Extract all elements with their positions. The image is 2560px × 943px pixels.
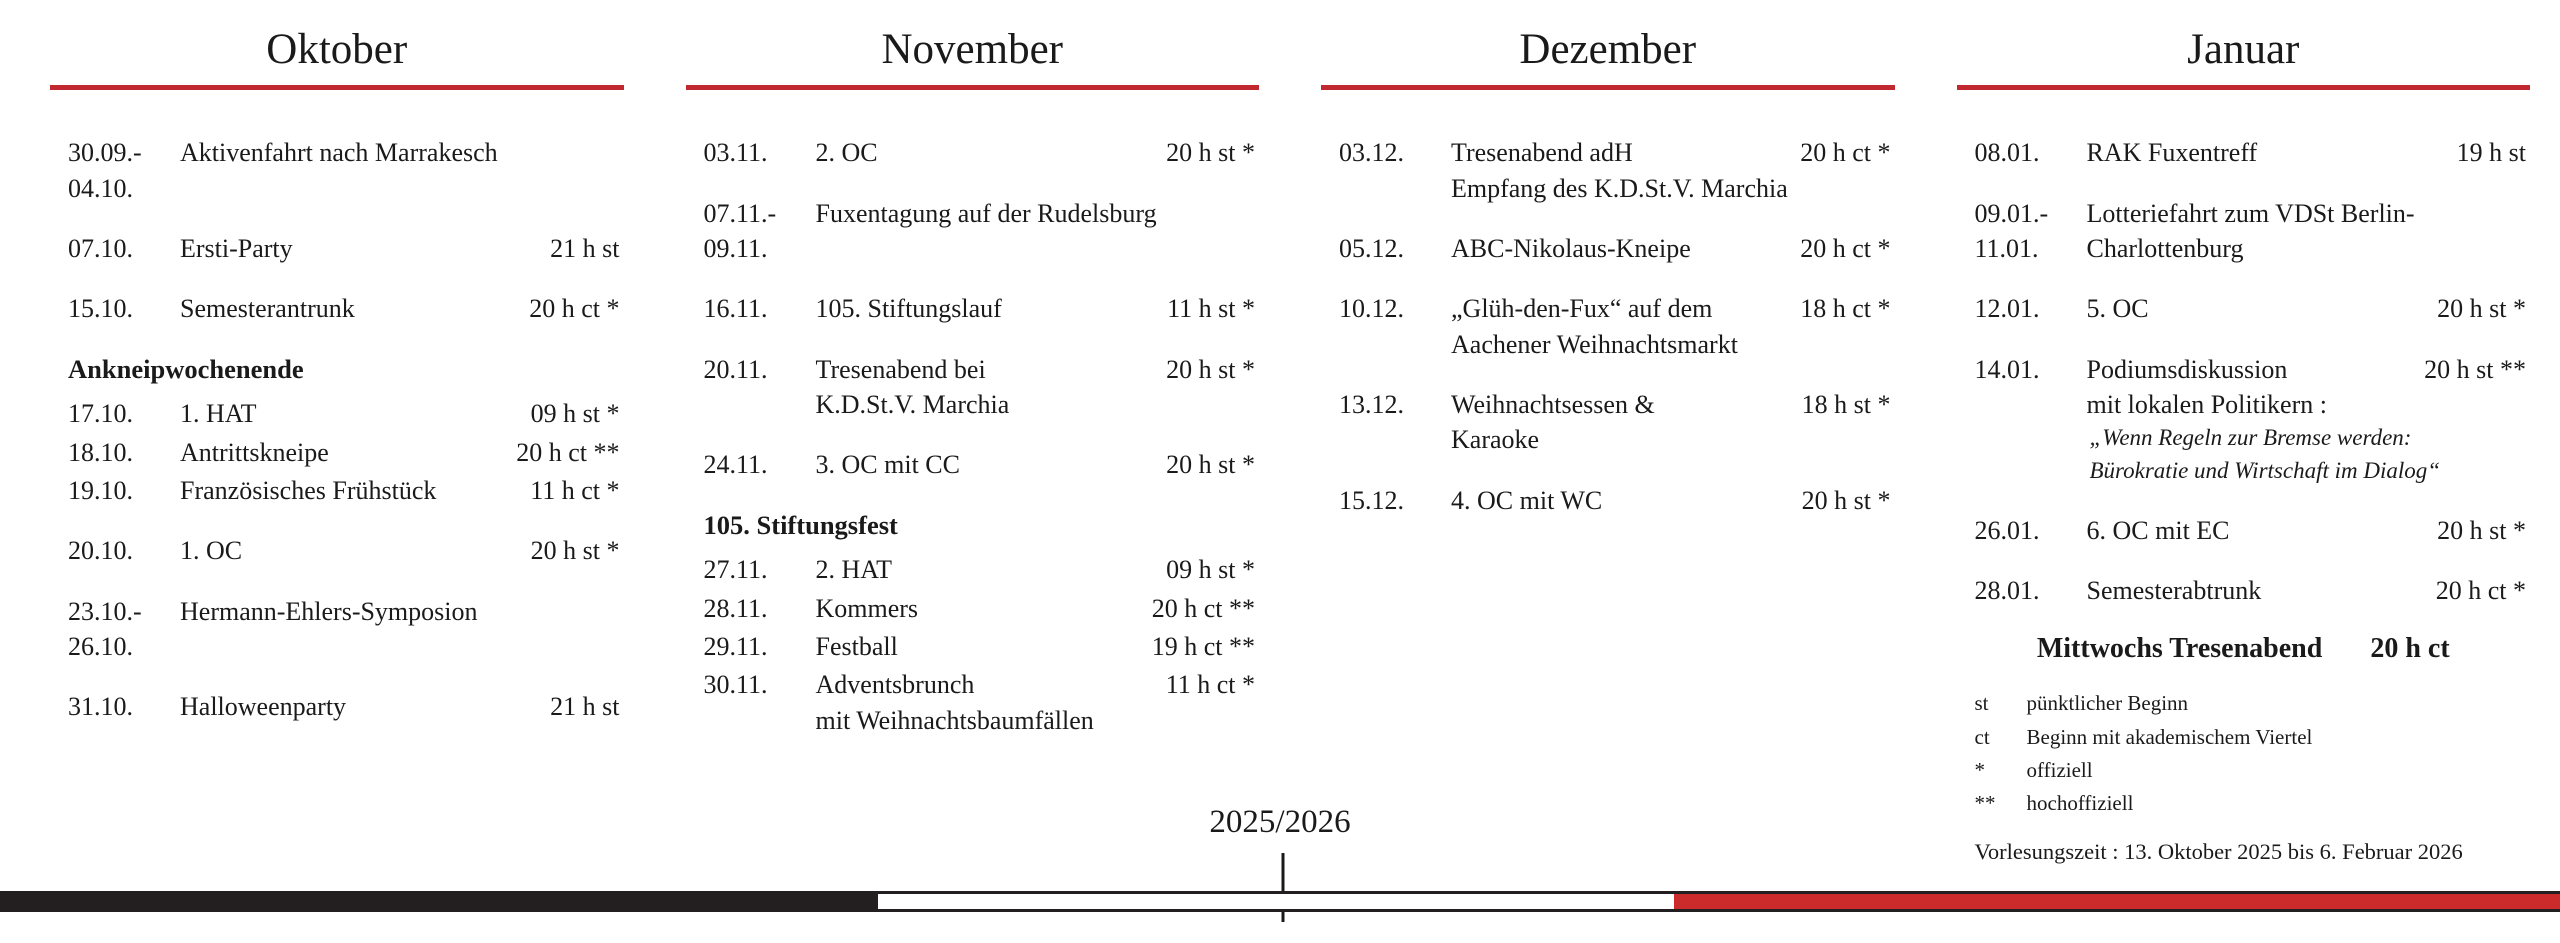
- event-time: 20 h ct *: [1800, 138, 1891, 168]
- event-date: 09.01.-: [1974, 198, 2049, 228]
- event-detail: mit lokalen Politikern :: [2086, 390, 2327, 420]
- event-dates: [704, 447, 816, 482]
- event-date: 15.12.: [1339, 485, 1404, 515]
- event-desc: [816, 552, 1161, 587]
- month-column-oktober: [50, 26, 624, 865]
- legend-symbol: ct: [1974, 724, 1990, 749]
- event-desc: [1451, 483, 1796, 518]
- legend-meaning: pünktlicher Beginn: [2026, 691, 2189, 716]
- event-time: 20 h st *: [2437, 515, 2526, 545]
- event-detail: Karaoke: [1451, 425, 1540, 455]
- event-dates: [68, 473, 180, 508]
- event-desc: [1451, 135, 1794, 206]
- event-title: Hermann-Ehlers-Symposion: [180, 596, 478, 626]
- event-desc: [180, 396, 525, 431]
- month-column-januar: [1957, 26, 2531, 865]
- event-detail: Charlottenburg: [2086, 234, 2244, 264]
- legend-symbol: **: [1974, 790, 1996, 815]
- event-time: 20 h st *: [530, 536, 620, 566]
- section-heading: Ankneipwochenende: [68, 353, 304, 384]
- event-dates: [1339, 135, 1451, 170]
- event-title: 5. OC: [2086, 294, 2149, 324]
- event-date: 27.11.: [703, 555, 768, 585]
- month-underline: [1957, 85, 2531, 90]
- event-date: 03.12.: [1339, 138, 1404, 168]
- legend-row: [1975, 723, 2531, 751]
- event-title: Antrittskneipe: [180, 437, 329, 467]
- event-time: 20 h ct **: [516, 437, 620, 467]
- event-title: Fuxentagung auf der Rudelsburg: [815, 198, 1157, 228]
- weekly-event: [1957, 633, 2531, 665]
- event-time: 18 h ct *: [1800, 294, 1891, 324]
- month-title: Januar: [2187, 26, 2300, 73]
- event-desc: [180, 231, 544, 266]
- event-time: 20 h st *: [1166, 354, 1255, 384]
- event-title: Tresenabend adH: [1451, 138, 1633, 168]
- event-date: 07.10.: [68, 234, 133, 264]
- event-dates: [704, 291, 816, 326]
- month-title: Dezember: [1519, 26, 1697, 73]
- event-date: 28.01.: [1974, 576, 2040, 606]
- event-date: 07.11.-: [703, 198, 777, 228]
- event-dates: [68, 594, 180, 665]
- legend-symbol: *: [1974, 757, 1985, 782]
- event-time: 20 h ct *: [2435, 576, 2526, 606]
- event-title: Adventsbrunch: [815, 670, 975, 700]
- event-desc: [2087, 196, 2527, 267]
- event-dates: [68, 435, 180, 470]
- event-dates: [1975, 291, 2087, 326]
- event-detail: Aachener Weihnachtsmarkt: [1451, 329, 1738, 359]
- month-underline: [1321, 85, 1895, 90]
- event-date: 13.12.: [1339, 390, 1404, 420]
- event-desc: [2086, 352, 2441, 488]
- event-time: 20 h st *: [1166, 138, 1255, 168]
- legend-meaning: offiziell: [2026, 757, 2093, 782]
- event-title: 6. OC mit EC: [2086, 515, 2230, 545]
- lecture-period-note: Vorlesungszeit : 13. Oktober 2025 bis 6. Februar 2026: [1974, 838, 2463, 864]
- event-desc: [816, 352, 1161, 423]
- event-row: [686, 291, 1256, 326]
- event-title: 4. OC mit WC: [1451, 485, 1603, 515]
- event-desc: [2087, 291, 2432, 326]
- event-dates: [704, 667, 816, 702]
- event-row: [1321, 291, 1891, 362]
- event-title: 105. Stiftungslauf: [815, 294, 1002, 324]
- event-desc: [816, 591, 1146, 626]
- event-dates: [1339, 291, 1451, 326]
- event-row: [1957, 513, 2527, 548]
- event-detail: mit Weihnachtsbaumfällen: [815, 705, 1094, 735]
- event-time: 20 h st *: [1166, 450, 1255, 480]
- event-dates: [68, 533, 180, 568]
- legend-symbol: st: [1974, 691, 1989, 716]
- event-dates: [1975, 513, 2087, 548]
- event-row: [1321, 387, 1891, 458]
- event-desc: [1451, 387, 1796, 458]
- event-time: 20 h st **: [2424, 354, 2526, 384]
- event-time: 18 h st *: [1801, 390, 1891, 420]
- event-dates: [1339, 231, 1451, 266]
- event-dates: [1339, 387, 1451, 422]
- event-dates: [68, 135, 180, 206]
- event-desc: [180, 291, 523, 326]
- event-row: [50, 533, 620, 568]
- event-row: [686, 591, 1256, 626]
- event-title: 2. OC: [815, 138, 878, 168]
- event-date: 10.12.: [1339, 294, 1404, 324]
- event-row: [686, 552, 1256, 587]
- event-row: [686, 196, 1256, 267]
- event-desc: [2087, 573, 2430, 608]
- events-list: [1957, 135, 2531, 865]
- legend-row: [1975, 756, 2531, 784]
- bar-white-segment: [878, 894, 1674, 909]
- event-desc: [816, 291, 1162, 326]
- event-time: 20 h st *: [2437, 294, 2526, 324]
- event-time: 20 h ct *: [1800, 234, 1891, 264]
- event-dates: [68, 291, 180, 326]
- event-date: 04.10.: [68, 173, 133, 203]
- event-desc: [1451, 231, 1794, 266]
- event-date: 15.10.: [68, 294, 133, 324]
- event-date: 12.01.: [1974, 294, 2040, 324]
- event-row: [50, 396, 620, 431]
- event-detail: K.D.St.V. Marchia: [815, 390, 1010, 420]
- event-date: 11.01.: [1974, 234, 2039, 264]
- event-title: 1. OC: [180, 536, 243, 566]
- event-row: [686, 629, 1256, 664]
- event-dates: [68, 231, 180, 266]
- event-row: [50, 231, 620, 266]
- event-detail: „Wenn Regeln zur Bremse werden:: [2089, 425, 2412, 451]
- event-row: [686, 352, 1256, 423]
- event-title: Französisches Frühstück: [180, 475, 437, 505]
- event-time: 20 h ct *: [529, 294, 620, 324]
- event-dates: [1975, 573, 2087, 608]
- event-date: 20.11.: [703, 354, 768, 384]
- event-desc: [180, 135, 620, 170]
- event-desc: [816, 629, 1146, 664]
- event-dates: [68, 689, 180, 724]
- event-dates: [704, 352, 816, 387]
- event-row: [50, 135, 620, 206]
- month-title: Oktober: [266, 26, 408, 73]
- event-dates: [1975, 352, 2087, 387]
- event-dates: [1975, 196, 2087, 267]
- event-dates: [704, 135, 816, 170]
- legend-row: [1975, 689, 2531, 717]
- event-date: 09.11.: [703, 234, 768, 264]
- event-time: 11 h ct *: [1165, 670, 1255, 700]
- event-title: 3. OC mit CC: [815, 450, 960, 480]
- event-date: 16.11.: [703, 294, 768, 324]
- event-title: Aktivenfahrt nach Marrakesch: [180, 138, 498, 168]
- event-desc: [180, 689, 544, 724]
- event-desc: [816, 447, 1161, 482]
- event-dates: [704, 629, 816, 664]
- event-date: 18.10.: [68, 437, 133, 467]
- event-date: 19.10.: [68, 475, 133, 505]
- event-title: Kommers: [815, 593, 919, 623]
- event-desc: [180, 473, 524, 508]
- event-date: 23.10.-: [68, 596, 142, 626]
- event-desc: [2087, 135, 2451, 170]
- event-date: 28.11.: [703, 593, 768, 623]
- event-row: [50, 689, 620, 724]
- event-date: 08.01.: [1974, 138, 2040, 168]
- event-row: [1957, 573, 2527, 608]
- event-title: Semesterantrunk: [180, 294, 355, 324]
- event-date: 20.10.: [68, 536, 133, 566]
- event-title: RAK Fuxentreff: [2086, 138, 2258, 168]
- month-column-november: [686, 26, 1260, 865]
- event-date: 17.10.: [68, 399, 133, 429]
- event-row: [686, 135, 1256, 170]
- event-desc: [816, 667, 1160, 738]
- event-row: [1321, 231, 1891, 266]
- weekly-event-time: 20 h ct: [2370, 633, 2450, 665]
- event-title: Halloweenparty: [180, 692, 347, 722]
- events-list: [1321, 135, 1895, 518]
- event-row: [1321, 135, 1891, 206]
- event-date: 05.12.: [1339, 234, 1404, 264]
- event-row: [50, 435, 620, 470]
- event-row: [50, 473, 620, 508]
- event-desc: [180, 435, 510, 470]
- month-title: November: [881, 26, 1063, 73]
- event-row: [686, 667, 1256, 738]
- month-underline: [686, 85, 1260, 90]
- event-title: Lotteriefahrt zum VDSt Berlin-: [2086, 198, 2415, 228]
- event-title: Tresenabend bei: [815, 354, 986, 384]
- event-date: 29.11.: [703, 631, 768, 661]
- event-row: [1957, 196, 2527, 267]
- event-row: [1957, 291, 2527, 326]
- event-title: „Glüh-den-Fux“ auf dem: [1451, 294, 1713, 324]
- event-date: 24.11.: [703, 450, 768, 480]
- event-date: 03.11.: [703, 138, 768, 168]
- event-row: [1957, 135, 2527, 170]
- legend: [1957, 689, 2531, 817]
- event-date: 30.11.: [703, 670, 768, 700]
- event-time: 11 h st *: [1167, 294, 1255, 324]
- event-time: 20 h ct **: [1151, 593, 1255, 623]
- event-time: 19 h ct **: [1151, 631, 1255, 661]
- event-row: [1321, 483, 1891, 518]
- event-desc: [2087, 513, 2432, 548]
- legend-meaning: Beginn mit akademischem Viertel: [2026, 724, 2313, 749]
- event-desc: [816, 135, 1161, 170]
- event-dates: [704, 591, 816, 626]
- event-time: 21 h st: [550, 692, 620, 722]
- event-title: Weihnachtsessen &: [1451, 390, 1655, 420]
- event-dates: [1975, 135, 2087, 170]
- event-desc: [1451, 291, 1794, 362]
- event-row: [50, 594, 620, 665]
- event-row: [50, 291, 620, 326]
- event-detail: Bürokratie und Wirtschaft im Dialog“: [2089, 458, 2441, 484]
- event-title: Festball: [815, 631, 898, 661]
- event-time: 09 h st *: [1166, 555, 1255, 585]
- semester-year: 2025/2026: [1209, 804, 1351, 840]
- events-list: [686, 135, 1260, 738]
- bar-red-segment: [1674, 894, 2560, 909]
- section-heading: 105. Stiftungsfest: [703, 509, 898, 540]
- event-time: 11 h ct *: [530, 475, 620, 505]
- month-column-dezember: [1321, 26, 1895, 865]
- event-time: 21 h st: [550, 234, 620, 264]
- event-title: Semesterabtrunk: [2086, 576, 2262, 606]
- legend-meaning: hochoffiziell: [2026, 790, 2134, 815]
- event-date: 30.09.-: [68, 138, 142, 168]
- weekly-event-label: Mittwochs Tresenabend: [2036, 633, 2323, 665]
- event-dates: [704, 552, 816, 587]
- event-time: 20 h st *: [1801, 485, 1891, 515]
- event-dates: [68, 396, 180, 431]
- event-dates: [704, 196, 816, 267]
- event-time: 19 h st: [2456, 138, 2526, 168]
- event-desc: [180, 594, 620, 629]
- event-title: Podiumsdiskussion: [2086, 354, 2288, 384]
- event-date: 26.01.: [1974, 515, 2040, 545]
- event-desc: [816, 196, 1256, 231]
- event-title: Ersti-Party: [180, 234, 293, 264]
- event-row: [686, 447, 1256, 482]
- event-date: 14.01.: [1974, 354, 2040, 384]
- event-detail: Empfang des K.D.St.V. Marchia: [1451, 173, 1788, 203]
- event-date: 26.10.: [68, 631, 133, 661]
- event-date: 31.10.: [68, 692, 133, 722]
- event-title: 2. HAT: [815, 555, 893, 585]
- event-title: ABC-Nikolaus-Kneipe: [1451, 234, 1691, 264]
- month-underline: [50, 85, 624, 90]
- tricolor-bar: [0, 891, 2560, 912]
- bar-black-segment: [0, 894, 878, 909]
- event-dates: [1339, 483, 1451, 518]
- event-title: 1. HAT: [180, 399, 257, 429]
- event-row: [1957, 352, 2527, 488]
- event-time: 09 h st *: [530, 399, 620, 429]
- events-list: [50, 135, 624, 724]
- event-desc: [180, 533, 525, 568]
